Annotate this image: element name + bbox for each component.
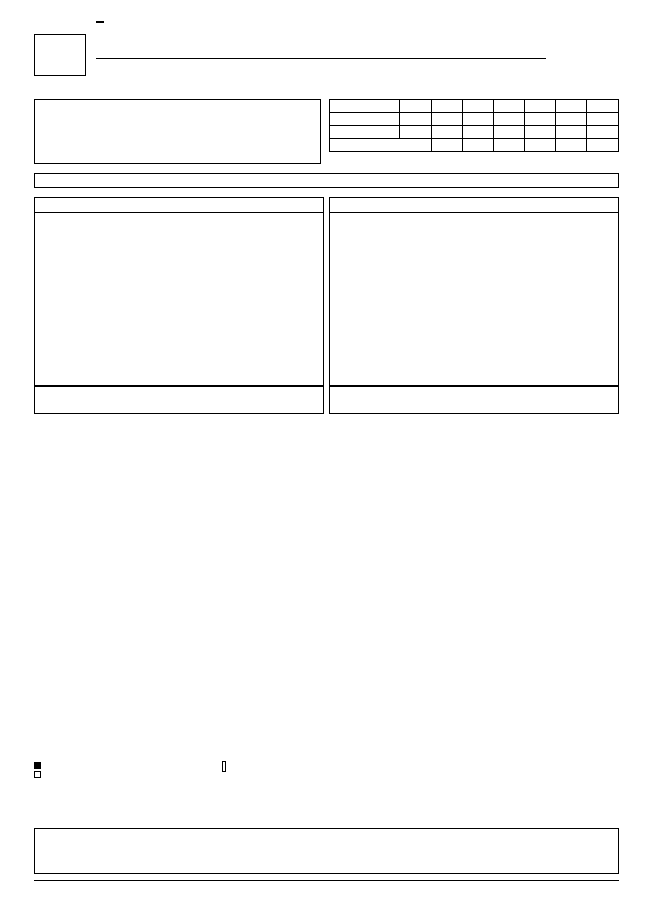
set2-header xyxy=(463,100,494,113)
set-duration xyxy=(556,139,587,152)
set-score xyxy=(432,113,463,126)
set-score xyxy=(463,113,494,126)
sets-won xyxy=(400,126,432,139)
set-score xyxy=(556,126,587,139)
referees-box xyxy=(34,173,619,188)
document-code xyxy=(96,21,104,23)
footer-divider xyxy=(34,880,619,881)
title-divider xyxy=(96,58,546,59)
world-grand-prix-logo xyxy=(34,34,86,76)
score-table xyxy=(329,99,619,152)
set-score xyxy=(494,126,525,139)
starting-lineup-icon xyxy=(34,762,41,769)
teams-header xyxy=(330,100,400,113)
coach-box-algeria xyxy=(329,386,619,414)
set-score xyxy=(463,126,494,139)
set-score xyxy=(556,113,587,126)
match-info-box xyxy=(34,99,321,164)
substitute-icon xyxy=(34,771,41,778)
score-row-ken xyxy=(330,113,619,126)
set-duration xyxy=(494,139,525,152)
team-code xyxy=(330,126,400,139)
sponsors-banner xyxy=(34,828,619,874)
set-score xyxy=(525,113,556,126)
set-duration xyxy=(525,139,556,152)
set1-header xyxy=(432,100,463,113)
roster-header xyxy=(330,198,618,213)
legend xyxy=(34,762,43,780)
set-score xyxy=(525,126,556,139)
captain-box-icon xyxy=(222,761,226,772)
total-points xyxy=(587,113,619,126)
sets-won xyxy=(400,113,432,126)
total-header xyxy=(587,100,619,113)
roster-header xyxy=(35,198,323,213)
sets-header xyxy=(400,100,432,113)
roster-kenya xyxy=(34,197,324,386)
score-header-row xyxy=(330,100,619,113)
set-duration-label xyxy=(330,139,432,152)
total-duration xyxy=(587,139,619,152)
set-duration-row xyxy=(330,139,619,152)
coach-box-kenya xyxy=(34,386,324,414)
set5-header xyxy=(556,100,587,113)
roster-algeria xyxy=(329,197,619,386)
score-row-alg xyxy=(330,126,619,139)
set-duration xyxy=(463,139,494,152)
set3-header xyxy=(494,100,525,113)
set-duration xyxy=(432,139,463,152)
set4-header xyxy=(525,100,556,113)
team-code xyxy=(330,113,400,126)
set-score xyxy=(494,113,525,126)
total-points xyxy=(587,126,619,139)
set-score xyxy=(432,126,463,139)
